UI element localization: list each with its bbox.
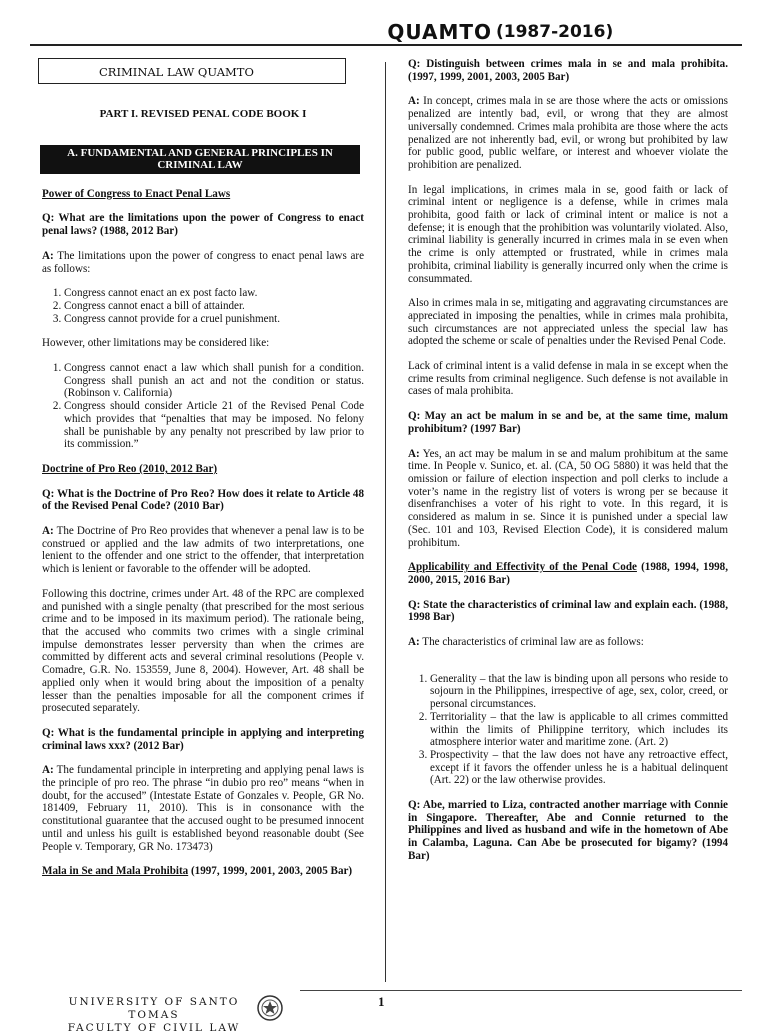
answer-label: A:: [408, 95, 420, 108]
applicability-heading: Applicability and Effectivity of the Penal Code: [408, 561, 637, 574]
other-limitations-list: [42, 362, 364, 451]
following-paragraph: Following this doctrine, crimes under Art. 48 of the RPC are complexed and punished with a single penalty (that prescribed for the most serious crime and to be imposed in its maximum period). The rationale being, that the accused who commits two crimes with a single criminal impulse demonstrates lesser perversity than when the crimes are committed by different acts and several criminal resolutions (People v. Comadre, G.R. No. 153559, June 8, 2004). However, Art. 48 shall be applied only when it would bring about the imposition of a penalty lesser than the penalties imposable for all the component crimes if prosecuted separately.: [42, 587, 364, 715]
footer-rule: [300, 990, 742, 991]
column-divider: [385, 62, 386, 982]
header-title: QUAMTO: [387, 20, 492, 44]
list-item: 1. Congress cannot enact a law which shall punish for a condition. Congress shall punish an act and not the condition or status. (Robinson v. California): [64, 362, 364, 400]
list-item: 2. Territoriality – that the law is applicable to all crimes committed within the limits of Philippine territory, which includes its atmosphere interior water and maritime zone. (Art. 2): [430, 711, 728, 749]
mala-years: (1997, 1999, 2001, 2003, 2005 Bar): [188, 865, 353, 878]
answer-label: A:: [408, 447, 420, 460]
page-number: 1: [378, 994, 385, 1009]
pro-reo-heading: Doctrine of Pro Reo (2010, 2012 Bar): [42, 462, 218, 475]
mitigating-paragraph: Also in crimes mala in se, mitigating and aggravating circumstances are appreciated in imposing the penalties, while in crimes mala prohibita, such circumstances are not appreciated unless the special law has adopted the scheme or scale of penalties under the Revised Penal Code.: [408, 297, 728, 348]
header-years: (1987-2016): [496, 22, 614, 42]
question-bigamy: Q: Abe, married to Liza, contracted another marriage with Connie in Singapore. Thereafter, Abe and Connie returned to the Philippines and lived as husband and wife in the hometown of Abe in Calamba, Laguna. Can Abe be prosecuted for bigamy? (1994 Bar): [408, 799, 728, 862]
ust-seal-icon: [256, 994, 284, 1022]
however-text: However, other limitations may be considered like:: [42, 337, 270, 350]
section-a-title: A. FUNDAMENTAL AND GENERAL PRINCIPLES IN CRIMINAL LAW: [40, 145, 360, 174]
answer-text: Yes, an act may be malum in se and malum prohibitum at the same time. In People v. Sunico, et. al. (CA, 50 OG 5880) it was held that the omission or failure of election inspection and poll clerks to include a voter’s name in the registry list of voters is wrong per se because it disenfranchises a voter of his right to vote. In this regard, it is considered as malum in se. Since it is punished under a special law (Sec. 101 and 103, Revised Election Code), it is considered malum prohibitum.: [408, 447, 728, 549]
limitations-list: [42, 287, 364, 325]
applicability-heading-line: [408, 561, 728, 586]
applicability-years: (1988, 1994, 1998, 2000, 2015, 2016 Bar): [408, 561, 728, 586]
answer-1: [42, 250, 364, 275]
footer-university-name: UNIVERSITY OF SANTO TOMAS: [68, 996, 240, 1021]
left-column: [42, 58, 364, 890]
answer-text: The fundamental principle in interpreting and applying penal laws is the principle of pro reo. The phrase “in dubio pro reo” means “when in doubt, for the accused” (Intestate Estate of Gonzales v. People, GR No. 181409, February 11, 2010). This is in consonance with the constitutional guarantee that the accused ought to be presumed innocent until and unless his guilt is established beyond reasonable doubt (See People v. Temporary, GR No. 173473): [42, 764, 364, 853]
footer-faculty-name: FACULTY OF CIVIL LAW: [67, 1022, 241, 1034]
answer-text: The characteristics of criminal law are as follows:: [422, 636, 644, 649]
answer-mala: [408, 95, 728, 171]
power-heading: Power of Congress to Enact Penal Laws: [42, 187, 231, 200]
mala-heading-line: [42, 865, 364, 878]
list-item: 2. Congress cannot enact a bill of attainder.: [64, 300, 364, 313]
answer-label: A:: [42, 764, 54, 777]
part-title: PART I. REVISED PENAL CODE BOOK I: [99, 108, 307, 120]
document-title-box: CRIMINAL LAW QUAMTO: [38, 58, 346, 84]
answer-label: A:: [408, 636, 420, 649]
question-1: Q: What are the limitations upon the power of Congress to enact penal laws? (1988, 2012 Bar): [42, 212, 364, 238]
footer-university: [54, 996, 254, 1035]
question-2: Q: What is the Doctrine of Pro Reo? How does it relate to Article 48 of the Revised Penal Code? (2010 Bar): [42, 487, 364, 513]
answer-malum: [408, 448, 728, 550]
answer-characteristics: [408, 636, 728, 649]
answer-text: The limitations upon the power of congress to enact penal laws are as follows:: [42, 249, 364, 275]
question-characteristics: Q: State the characteristics of criminal law and explain each. (1988, 1998 Bar): [408, 598, 728, 624]
right-column: [408, 58, 728, 875]
answer-3: [42, 764, 364, 853]
list-item: 2. Congress should consider Article 21 of the Revised Penal Code which provides that “penalties that may be imposed. No felony shall be punishable by any penalty not prescribed by law prior to its commission.”: [64, 400, 364, 451]
answer-label: A:: [42, 249, 54, 262]
characteristics-list: [408, 673, 728, 787]
list-item: 3. Congress cannot provide for a cruel punishment.: [64, 313, 364, 326]
legal-implications-paragraph: In legal implications, in crimes mala in se, good faith or lack of criminal intent or negligence is a defense, while in crimes mala prohibita, good faith or lack of criminal intent or malice is not a defense; it is enough that the prohibition was voluntarily violated. Also, criminal liability is generally incurred in crimes mala in se even when the crime is only attempted or frustrated, while in crimes mala prohibita, criminal liability is generally incurred only when the crime is consummated.: [408, 183, 728, 285]
answer-text: The Doctrine of Pro Reo provides that whenever a penal law is to be construed or applied and the law admits of two interpretations, one lenient to the offender and one strict to the offender, that interpretation which is lenient or favorable to the offender will be adopted.: [42, 525, 365, 576]
list-item: 1. Generality – that the law is binding upon all persons who reside to sojourn in the Philippines, irrespective of age, sex, color, creed, or personal circumstances.: [430, 673, 728, 711]
answer-2: [42, 525, 364, 576]
answer-label: A:: [42, 525, 54, 538]
question-3: Q: What is the fundamental principle in applying and interpreting criminal laws xxx? (2012 Bar): [42, 726, 364, 752]
question-mala: Q: Distinguish between crimes mala in se and mala prohibita. (1997, 1999, 2001, 2003, 2005 Bar): [408, 58, 728, 83]
list-item: 1. Congress cannot enact an ex post facto law.: [64, 287, 364, 300]
header-rule: [30, 44, 742, 46]
criminal-intent-paragraph: Lack of criminal intent is a valid defense in mala in se except when the crime results from criminal negligence. Such defense is not available in cases of mala prohibita.: [408, 360, 728, 398]
list-item: 3. Prospectivity – that the law does not have any retroactive effect, except if it favors the offender unless he is a habitual delinquent (Art. 22) or the law otherwise provides.: [430, 749, 728, 787]
question-malum: Q: May an act be malum in se and be, at the same time, malum prohibitum? (1997 Bar): [408, 410, 728, 435]
mala-heading: Mala in Se and Mala Prohibita: [42, 865, 189, 878]
answer-text: In concept, crimes mala in se are those where the acts or omissions penalized are intently bad, evil, or wrong that they are almost universally condemned. Crimes mala prohibita are those where the acts penalized are not inherently bad, evil, or wrong but prohibited by law for public good, public welfare, or interest and whoever violate the prohibition are penalized.: [408, 95, 728, 171]
